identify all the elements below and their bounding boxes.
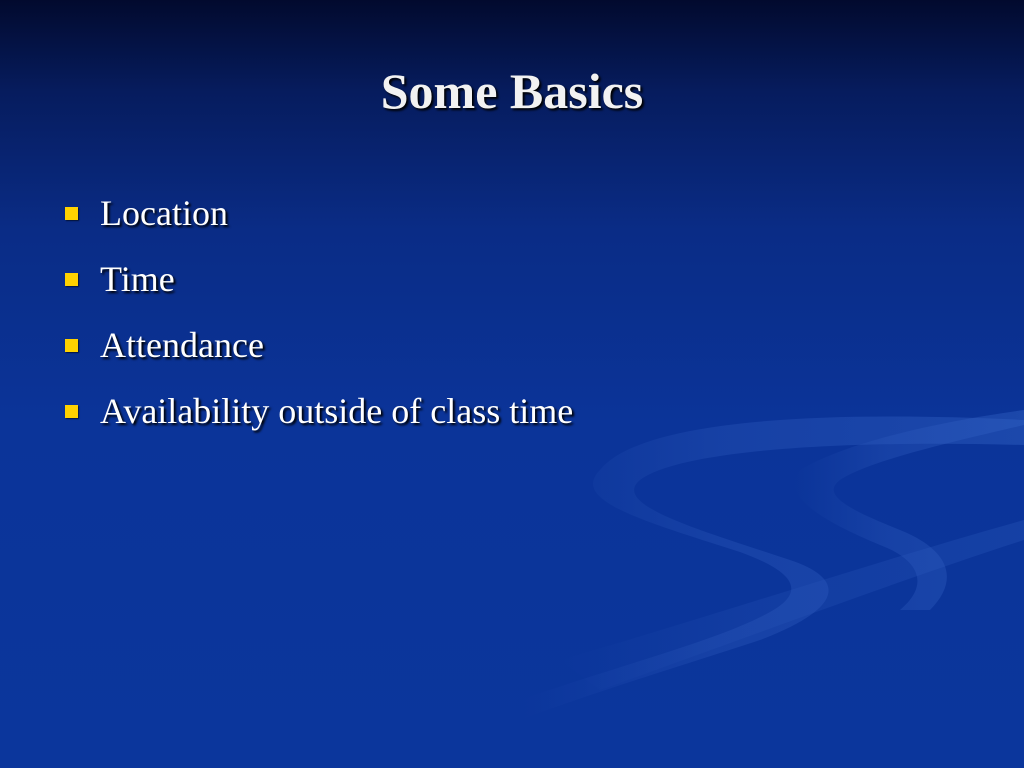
bullet-text: Time bbox=[100, 259, 175, 299]
slide-title: Some Basics bbox=[380, 63, 644, 119]
square-bullet-icon bbox=[65, 207, 78, 220]
square-bullet-icon bbox=[65, 273, 78, 286]
bullet-item bbox=[62, 190, 573, 256]
bullet-text: Location bbox=[100, 193, 228, 233]
bullet-text: Attendance bbox=[100, 325, 264, 365]
square-bullet-icon bbox=[65, 339, 78, 352]
bullet-item bbox=[62, 256, 573, 322]
bullet-text: Availability outside of class time bbox=[100, 391, 574, 431]
bullet-item bbox=[62, 388, 573, 454]
bullet-list bbox=[62, 190, 573, 454]
square-bullet-icon bbox=[65, 405, 78, 418]
bullet-item bbox=[62, 322, 573, 388]
